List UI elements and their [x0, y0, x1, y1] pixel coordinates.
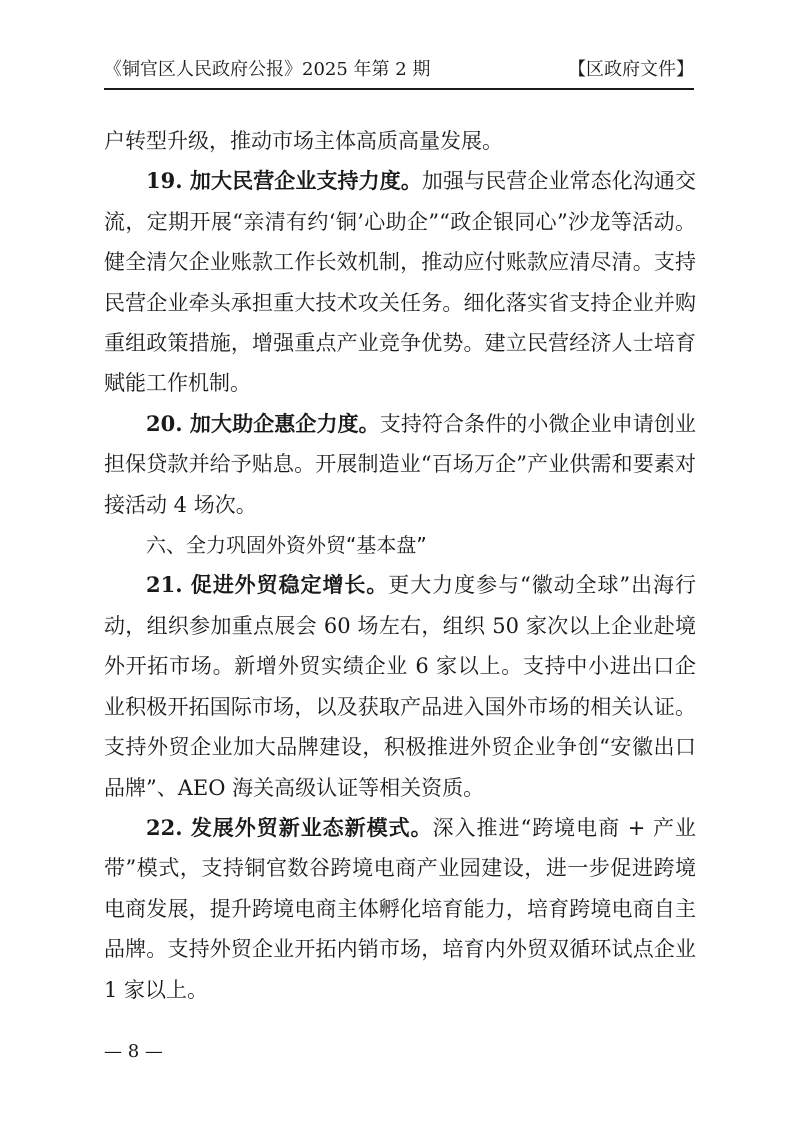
section-6-heading: 六、全力巩固外资外贸“基本盘” — [146, 533, 427, 558]
item-22-heading: 22. 发展外贸新业态新模式。 — [146, 814, 433, 840]
item-19-paragraph — [104, 161, 696, 403]
item-22-paragraph — [104, 808, 696, 1010]
gazette-title: 《铜官区人民政府公报》2025 年第 2 期 — [104, 59, 431, 80]
item-20-paragraph — [104, 404, 696, 525]
item-19-text: 加强与民营企业常态化沟通交流，定期开展“亲清有约‘铜’心助企”“政企银同心”沙龙等活动。健全清欠企业账款工作长效机制，推动应付账款应清尽清。支持民营企业牵头承担重大技术攻关任务。细化落实省支持企业并购重组政策措施，增强重点产业竞争优势。建立民营经济人士培育赋能工作机制。 — [104, 169, 696, 396]
document-body — [104, 121, 696, 1010]
item-19-heading: 19. 加大民营企业支持力度。 — [146, 168, 422, 194]
item-22-text: 深入推进“跨境电商 + 产业带”模式，支持铜官数谷跨境电商产业园建设，进一步促进跨境电商发展，提升跨境电商主体孵化培育能力，培育跨境电商自主品牌。支持外贸企业开拓内销市场，培育内外贸双循环试点企业 1 家以上。 — [104, 815, 696, 1002]
item-20-text: 支持符合条件的小微企业申请创业担保贷款并给予贴息。开展制造业“百场万企”产业供需和要素对接活动 4 场次。 — [104, 411, 696, 517]
item-21-paragraph — [104, 565, 696, 807]
item-20-heading: 20. 加大助企惠企力度。 — [146, 410, 380, 436]
page-header — [104, 56, 694, 84]
item-21-heading: 21. 促进外贸稳定增长。 — [146, 572, 389, 598]
item-21-text: 更大力度参与“徽动全球”出海行动，组织参加重点展会 60 场左右，组织 50 家次以上企业赴境外开拓市场。新增外贸实绩企业 6 家以上。支持中小进出口企业积极开拓国际市场，以及获取产品进入国外市场的相关认证。支持外贸企业加大品牌建设，积极推进外贸企业争创“安徽出口品牌”、AEO 海关高级认证等相关资质。 — [104, 573, 696, 800]
intro-paragraph: 户转型升级，推动市场主体高质高量发展。 — [104, 129, 503, 153]
document-category: 【区政府文件】 — [568, 59, 694, 80]
page-number: — 8 — — [104, 1041, 163, 1062]
header-divider — [104, 88, 694, 90]
